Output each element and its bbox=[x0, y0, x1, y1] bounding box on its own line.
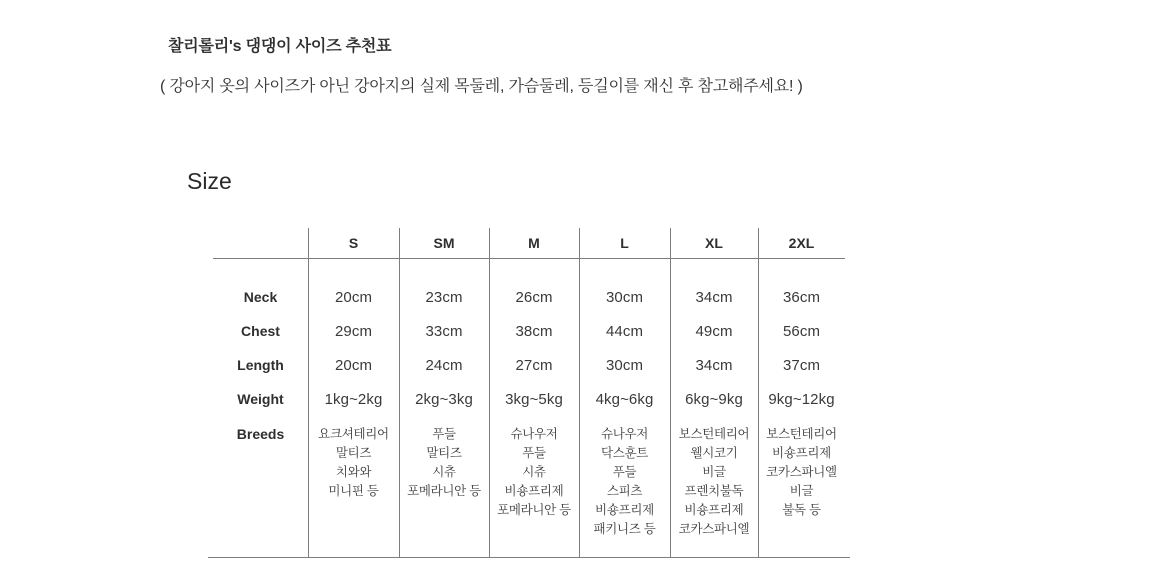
breed-item: 불독 등 bbox=[782, 503, 821, 517]
neck-value: 34cm bbox=[695, 288, 733, 306]
breed-item: 스피츠 bbox=[606, 484, 643, 498]
weight-value: 2kg~3kg bbox=[415, 390, 473, 408]
chest-value: 44cm bbox=[605, 322, 644, 340]
breed-item: 비숑프리제 bbox=[684, 503, 744, 517]
breed-item: 비글 bbox=[702, 465, 726, 479]
breeds-cell-l bbox=[579, 416, 670, 558]
neck-value: 30cm bbox=[605, 288, 644, 306]
weight-value: 4kg~6kg bbox=[595, 390, 654, 408]
col-header-sm: SM bbox=[433, 235, 455, 251]
breed-item: 닥스훈트 bbox=[600, 446, 649, 460]
breed-item: 보스턴테리어 bbox=[766, 427, 837, 441]
chest-value: 56cm bbox=[782, 322, 821, 340]
row-label-weight: Weight bbox=[237, 391, 284, 407]
breed-item: 말티즈 bbox=[426, 446, 462, 460]
length-value: 20cm bbox=[334, 356, 373, 374]
breeds-cell-sm bbox=[399, 416, 489, 558]
breed-item: 푸들 bbox=[612, 465, 637, 479]
page-title: 찰리롤리's 댕댕이 사이즈 추천표 bbox=[168, 38, 392, 55]
breed-item: 비숑프리제 bbox=[595, 503, 654, 517]
breed-item: 시츄 bbox=[522, 465, 546, 479]
breed-item: 패키니즈 등 bbox=[593, 522, 656, 536]
neck-value: 26cm bbox=[515, 288, 553, 306]
breed-item: 코카스파니엘 bbox=[766, 465, 837, 479]
chest-value: 38cm bbox=[515, 322, 553, 340]
breed-item: 치와와 bbox=[335, 465, 372, 479]
breed-item: 포메라니안 등 bbox=[497, 503, 571, 517]
size-section-heading: Size bbox=[187, 168, 232, 194]
breed-item: 보스턴테리어 bbox=[678, 427, 750, 441]
breed-item: 포메라니안 등 bbox=[407, 484, 481, 498]
weight-value: 1kg~2kg bbox=[324, 390, 383, 408]
row-label-length: Length bbox=[237, 357, 284, 373]
row-label-breeds: Breeds bbox=[236, 426, 285, 442]
breed-item: 미니핀 등 bbox=[328, 484, 379, 498]
breed-item: 말티즈 bbox=[335, 446, 372, 460]
breed-item: 비숑프리제 bbox=[504, 484, 564, 498]
size-table-grid bbox=[213, 228, 845, 558]
breed-item: 시츄 bbox=[432, 465, 456, 479]
weight-value: 6kg~9kg bbox=[685, 390, 743, 408]
breeds-cell-2xl bbox=[758, 416, 845, 558]
breed-item: 푸들 bbox=[432, 427, 456, 441]
breed-item: 프렌치불독 bbox=[684, 484, 744, 498]
length-value: 37cm bbox=[782, 356, 821, 374]
chest-value: 29cm bbox=[334, 322, 373, 340]
breed-item: 슈나우저 bbox=[510, 427, 558, 441]
chest-value: 33cm bbox=[425, 322, 463, 340]
neck-value: 20cm bbox=[334, 288, 373, 306]
length-value: 24cm bbox=[425, 356, 463, 374]
breeds-cell-m bbox=[489, 416, 579, 558]
breeds-cell-xl bbox=[670, 416, 758, 558]
col-header-xl: XL bbox=[705, 235, 723, 251]
chest-value: 49cm bbox=[695, 322, 733, 340]
neck-value: 36cm bbox=[782, 288, 821, 306]
breed-item: 웰시코기 bbox=[690, 446, 738, 460]
breed-item: 비숑프리제 bbox=[772, 446, 831, 460]
col-header-s: S bbox=[348, 235, 359, 251]
col-header-l: L bbox=[620, 235, 629, 251]
page-subtitle: ( 강아지 옷의 사이즈가 아닌 강아지의 실제 목둘레, 가슴둘레, 등길이를 재신 후 참고해주세요! ) bbox=[160, 78, 803, 95]
row-label-neck: Neck bbox=[243, 289, 278, 305]
breed-item: 슈나우저 bbox=[600, 427, 649, 441]
col-header-m: M bbox=[528, 235, 540, 251]
length-value: 30cm bbox=[605, 356, 644, 374]
size-table bbox=[213, 228, 845, 558]
breed-item: 코카스파니엘 bbox=[678, 522, 750, 536]
breed-item: 요크셔테리어 bbox=[318, 427, 389, 441]
weight-value: 3kg~5kg bbox=[505, 390, 563, 408]
breed-item: 푸들 bbox=[522, 446, 546, 460]
length-value: 34cm bbox=[695, 356, 733, 374]
length-value: 27cm bbox=[515, 356, 553, 374]
col-header-2xl: 2XL bbox=[788, 235, 815, 251]
breeds-cell-s bbox=[308, 416, 399, 558]
row-label-chest: Chest bbox=[241, 323, 280, 339]
breed-item: 비글 bbox=[789, 484, 814, 498]
weight-value: 9kg~12kg bbox=[768, 390, 835, 408]
neck-value: 23cm bbox=[425, 288, 463, 306]
